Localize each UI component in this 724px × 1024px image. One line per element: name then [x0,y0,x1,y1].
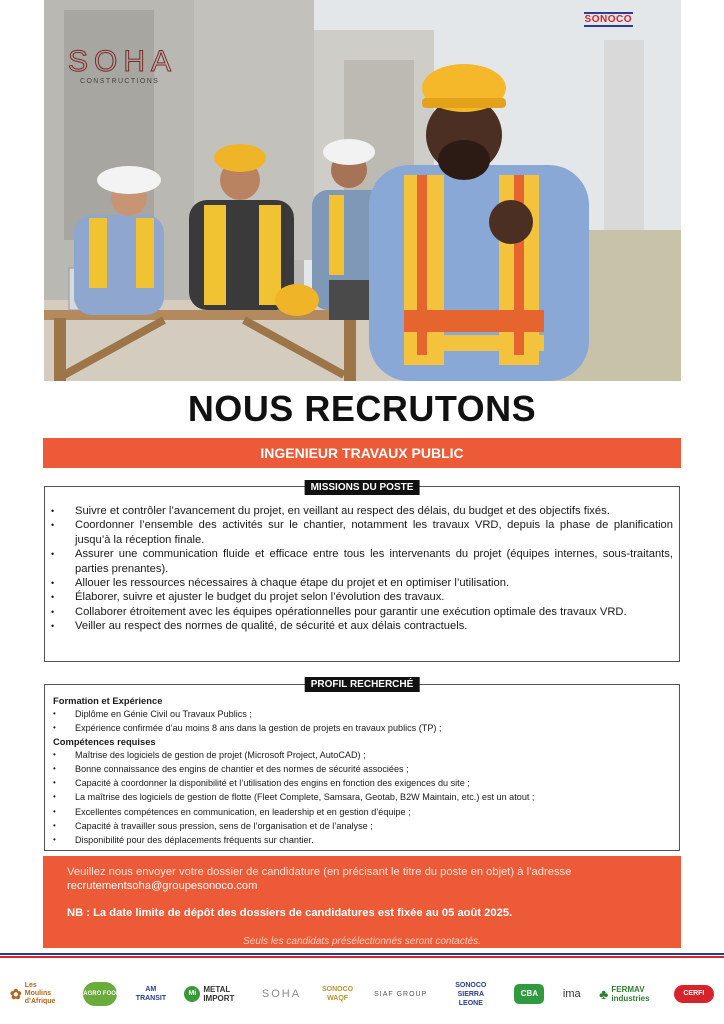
competence-item: • Capacité à travailler sous pression, sens de l’organisation et de l’analyse ; [53,819,671,833]
mission-item: • Coordonner l’ensemble des activités sur le chantier, notamment les travaux VRD, depuis la phase de planification jusqu’à la réception finale. [51,518,673,547]
sonoco-logo: SONOCO [584,14,632,25]
logo-sonoco-sierra-leone: SONOCO SIERRA LEONE [455,981,487,1007]
application-box [43,856,681,948]
logo-siaf-group: SIAF GROUP [374,990,428,998]
logo-sonoco-waqf: SONOCO WAQF [322,986,354,1002]
formation-heading: Formation et Expérience [53,695,163,706]
mission-item: • Allouer les ressources nécessaires à chaque étape du projet et en optimiser l’utilisation. [51,576,673,590]
logo-agro-food: AGRO FOOD [83,982,117,1006]
logo-metal-import: Mi METAL IMPORT [184,985,243,1003]
competence-item: • Excellentes compétences en communication, en leadership et en gestion d’équipe ; [53,805,671,819]
formation-item: • Diplôme en Génie Civil ou Travaux Publics ; [53,707,671,721]
logo-cerfi: CERFI [674,985,714,1003]
missions-label: MISSIONS DU POSTE [305,480,420,495]
competences-heading: Compétences requises [53,735,156,747]
mission-item: • Assurer une communication fluide et efficace entre tous les intervenants du projet (équipes internes, sous-traitants, parties prenantes). [51,547,673,576]
soha-logo-word: SOHA [68,45,178,78]
profil-label: PROFIL RECHERCHÉ [305,677,420,692]
competence-item: • Maîtrise des logiciels de gestion de projet (Microsoft Project, AutoCAD) ; [53,748,671,762]
logo-moulins-afrique: ✿ Les Moulins d’Afrique [10,982,56,1005]
logo-soha: SOHA [261,988,302,1000]
page-title: NOUS RECRUTONS [187,388,537,429]
mi-icon: Mi [184,986,200,1002]
competence-item: • Bonne connaissance des engins de chantier et des normes de sécurité associées ; [53,762,671,776]
formation-list [53,707,671,736]
tree-icon: ♣ [599,986,609,1002]
mission-item: • Élaborer, suivre et ajuster le budget du projet selon l’évolution des travaux. [51,590,673,604]
application-text: Veuillez nous envoyer votre dossier de candidature (en précisant le titre du poste en objet) à l’adresse [67,866,572,878]
logo-ima: ima [562,988,581,1000]
missions-section [44,482,680,662]
wheat-icon: ✿ [10,985,22,1002]
logo-fermav: ♣ FERMAV industries [599,985,650,1003]
logo-cba: CBA [514,984,544,1004]
footer-logos [10,974,714,1014]
formation-item: • Expérience confirmée d’au moins 8 ans dans la gestion de projets en travaux publics (TP) ; [53,721,671,735]
mission-item: • Suivre et contrôler l’avancement du projet, en veillant au respect des délais, du budget et des objectifs fixés. [51,504,673,518]
footer-stripe [0,953,724,958]
missions-list [45,487,679,634]
competence-item: • Capacité à coordonner la disponibilité et l’utilisation des engins en fonction des exigences du site ; [53,776,671,790]
profil-section [44,679,680,851]
mission-item: • Collaborer étroitement avec les équipes opérationnelles pour garantir une exécution optimale des travaux VRD. [51,605,673,619]
job-title-banner: INGENIEUR TRAVAUX PUBLIC [43,438,681,468]
deadline-note: NB : La date limite de dépôt des dossiers de candidatures est fixée au 05 août 2025. [67,907,513,919]
soha-logo-sub: CONSTRUCTIONS [80,78,160,85]
mission-item: • Veiller au respect des normes de qualité, de sécurité et aux délais contractuels. [51,619,673,633]
soha-logo [68,45,178,96]
hero-photo [44,0,681,381]
shortlist-note: Seuls les candidats présélectionnés seront contactés. [243,936,481,947]
competence-item: • La maîtrise des logiciels de gestion de flotte (Fleet Complete, Samsara, Geotab, B2W Maintain, etc.) est un atout ; [53,790,671,804]
competences-list [53,748,671,848]
competence-item: • Disponibilité pour des déplacements fréquents sur chantier. [53,833,671,847]
logo-am-transit: AM TRANSIT [135,986,167,1002]
application-email[interactable]: recrutementsoha@groupesonoco.com [67,880,258,892]
